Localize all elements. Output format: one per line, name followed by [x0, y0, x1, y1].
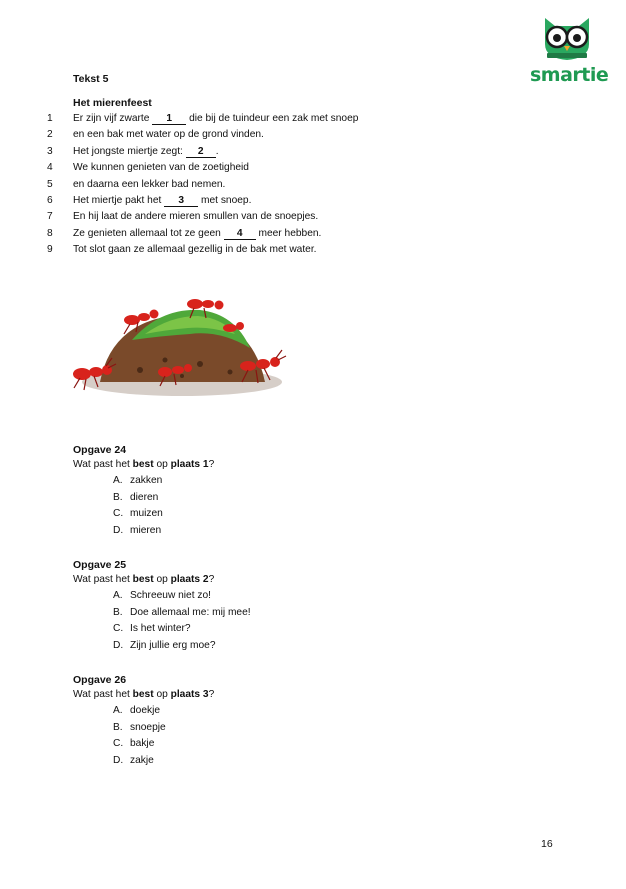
line-number: 7: [47, 211, 53, 223]
question-text-part: ?: [208, 689, 215, 700]
line-text-part: meer hebben.: [255, 227, 322, 239]
page-number: 16: [541, 838, 553, 850]
text-title: Tekst 5: [73, 73, 109, 85]
question-text-part: op: [153, 689, 171, 700]
line-text: [73, 211, 318, 222]
question-text: [73, 459, 214, 470]
line-text-part: en een bak met water op de grond vinden.: [73, 129, 264, 141]
line-number: 9: [47, 244, 53, 256]
line-number: 3: [47, 145, 53, 157]
question-emphasis: best: [132, 689, 154, 700]
option-text: muizen: [130, 508, 163, 519]
smartie-logo: [530, 14, 609, 86]
option-letter: B.: [113, 721, 123, 733]
option-letter: C.: [113, 508, 124, 519]
option-letter: B.: [113, 606, 123, 618]
question-emphasis: plaats 2: [170, 574, 209, 585]
answer-option[interactable]: [113, 525, 161, 536]
line-text-part: We kunnen genieten van de zoetigheid: [73, 162, 249, 174]
line-text: [73, 244, 317, 255]
option-text: doekje: [130, 705, 161, 716]
question-emphasis: plaats 3: [170, 689, 209, 700]
line-number: 4: [47, 162, 53, 174]
option-letter: A.: [113, 590, 123, 601]
line-number: 6: [47, 195, 53, 206]
answer-option[interactable]: [113, 705, 160, 716]
option-text: snoepje: [130, 721, 166, 733]
option-letter: C.: [113, 623, 124, 634]
answer-blank: 4: [224, 228, 256, 240]
answer-option[interactable]: [113, 755, 154, 766]
question-text-part: op: [153, 574, 171, 585]
question-emphasis: plaats 1: [170, 459, 209, 470]
line-number: 2: [47, 129, 53, 141]
ant-hill-illustration: [70, 290, 294, 406]
answer-option[interactable]: [113, 738, 154, 749]
option-text: dieren: [130, 491, 159, 503]
line-text-part: Tot slot gaan ze allemaal gezellig in de bak met water.: [73, 244, 317, 256]
line-text: [73, 129, 264, 140]
line-text: [73, 228, 321, 240]
line-text: [73, 195, 251, 207]
question-text-part: Wat past het: [73, 574, 133, 585]
option-letter: D.: [113, 639, 124, 651]
question-title: Opgave 24: [73, 444, 127, 456]
question-text-part: Wat past het: [73, 689, 133, 700]
question-title: Opgave 25: [73, 559, 127, 571]
option-text: Is het winter?: [130, 623, 191, 634]
answer-option[interactable]: [113, 623, 191, 634]
line-text: [73, 113, 358, 125]
option-text: Schreeuw niet zo!: [130, 590, 211, 601]
option-text: bakje: [130, 738, 155, 749]
question-emphasis: best: [132, 459, 154, 470]
line-number: 8: [47, 227, 53, 239]
line-text-part: Het jongste miertje zegt:: [73, 145, 186, 157]
answer-option[interactable]: [113, 508, 163, 519]
option-letter: B.: [113, 491, 123, 503]
answer-blank: 3: [164, 195, 198, 207]
option-text: zakje: [130, 754, 154, 766]
option-letter: D.: [113, 754, 124, 766]
option-letter: A.: [113, 475, 123, 486]
option-text: Doe allemaal me: mij mee!: [130, 606, 251, 618]
answer-blank: 1: [152, 113, 186, 125]
line-text-part: .: [215, 145, 219, 157]
answer-option[interactable]: [113, 492, 158, 503]
line-text: [73, 146, 219, 158]
answer-option[interactable]: [113, 475, 162, 486]
line-text-part: en daarna een lekker bad nemen.: [73, 178, 226, 190]
answer-option[interactable]: [113, 607, 251, 618]
option-text: zakken: [130, 475, 163, 486]
question-text: [73, 574, 214, 585]
answer-option[interactable]: [113, 722, 166, 733]
line-number: 5: [47, 178, 53, 190]
option-letter: D.: [113, 524, 124, 536]
answer-option[interactable]: [113, 640, 216, 651]
question-emphasis: best: [132, 574, 154, 585]
question-text: [73, 689, 214, 700]
line-text: [73, 179, 225, 190]
answer-option[interactable]: [113, 590, 211, 601]
story-title: Het mierenfeest: [73, 97, 152, 109]
question-text-part: ?: [208, 459, 215, 470]
question-text-part: Wat past het: [73, 459, 133, 470]
line-text-part: die bij de tuindeur een zak met snoep: [186, 113, 359, 124]
line-text: [73, 162, 249, 173]
line-text-part: En hij laat de andere mieren smullen van de snoepjes.: [73, 211, 319, 223]
option-letter: A.: [113, 705, 123, 716]
option-text: Zijn jullie erg moe?: [130, 639, 216, 651]
question-text-part: ?: [208, 574, 215, 585]
question-text-part: op: [153, 459, 171, 470]
logo-text: smartie: [530, 64, 609, 86]
option-text: mieren: [130, 524, 162, 536]
line-text-part: Er zijn vijf zwarte: [73, 113, 153, 124]
option-letter: C.: [113, 738, 124, 749]
line-text-part: met snoep.: [198, 195, 252, 206]
question-title: Opgave 26: [73, 674, 127, 686]
owl-icon: [539, 14, 595, 62]
line-text-part: Het miertje pakt het: [73, 195, 165, 206]
answer-blank: 2: [186, 146, 216, 158]
line-text-part: Ze genieten allemaal tot ze geen: [73, 227, 224, 239]
line-number: 1: [47, 113, 53, 124]
